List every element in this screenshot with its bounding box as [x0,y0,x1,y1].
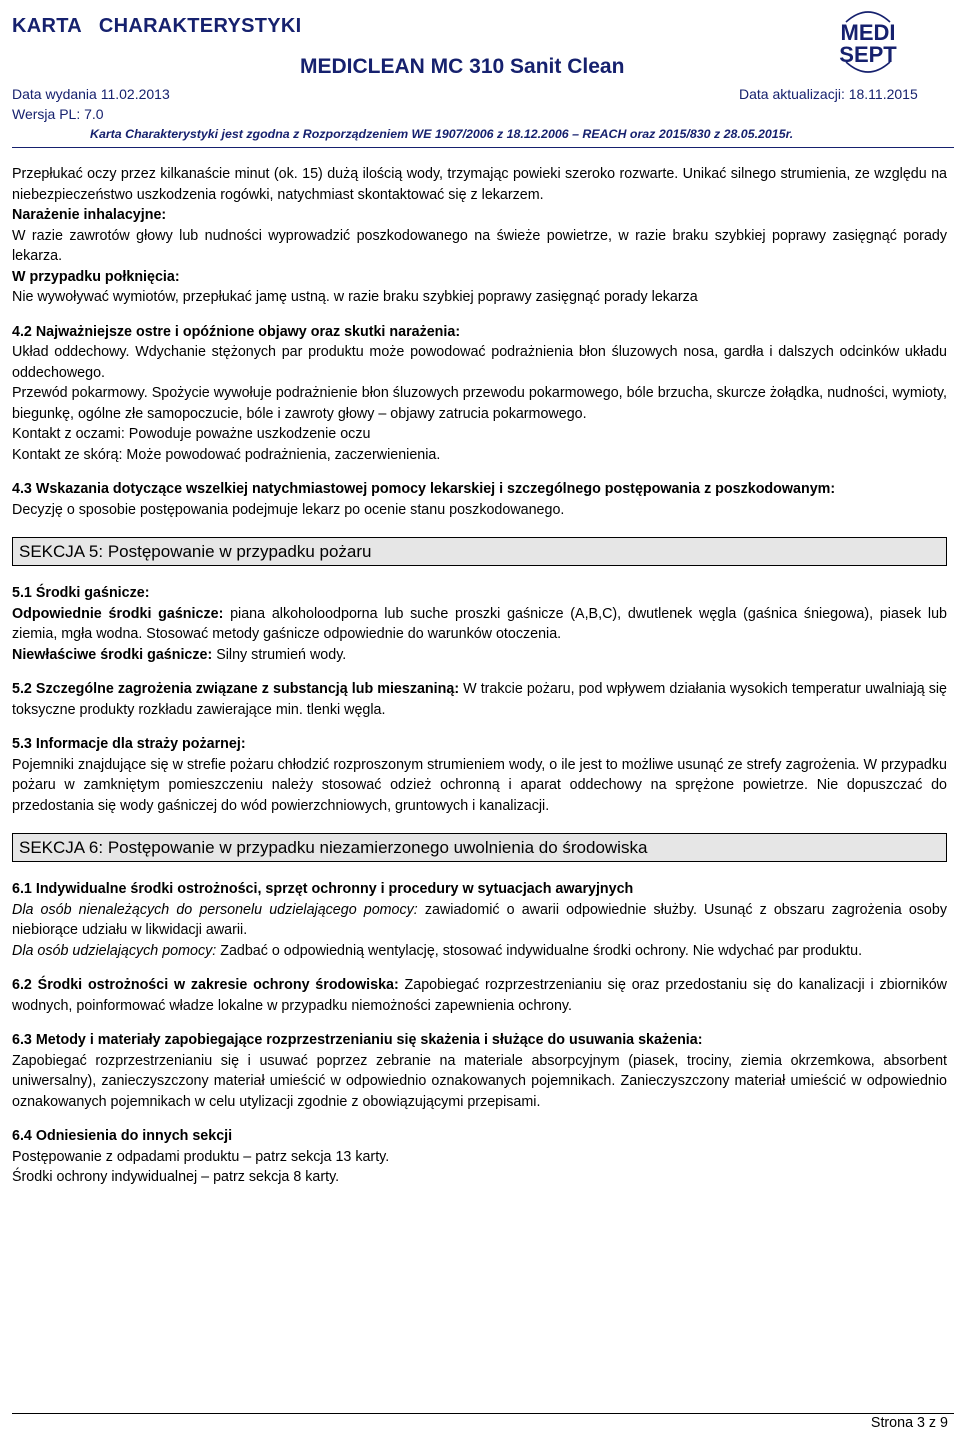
section-6-4-heading: 6.4 Odniesienia do innych sekcji [12,1128,233,1144]
section-4-2-heading: 4.2 Najważniejsze ostre i opóźnione objawy oraz skutki narażenia: [12,323,461,340]
section-5-2-text: W trakcie pożaru, pod wpływem działania wysokich temperatur uwalniają się toksyczne produkty rozkładu zawierające min. tlenki węgla. [12,681,948,718]
digestive-text: Przewód pokarmowy. Spożycie wywołuje podrażnienie błon śluzowych przewodu pokarmowego, bóle brzucha, skurcze żołądka, nudności, wymioty, biegunkę, ogólne złe samopoczucie, bóle i zawroty głowy – objawy zatrucia pokarmowego. [12,385,947,422]
section-6-1-heading: 6.1 Indywidualne środki ostrożności, sprzęt ochronny i procedury w sytuacjach awaryjnych [12,881,634,897]
document-body [12,164,947,1188]
section-6-2-text: Zapobiegać rozprzestrzenianiu się oraz przedostaniu się do kanalizacji i zbiorników wodnych, poinformować władze lokalne w przypadku niemożności zapewnienia ochrony. [12,977,947,1014]
eye-effect-text: Kontakt z oczami: Powoduje poważne uszkodzenie oczu [12,426,371,442]
version-label: Wersja PL: 7.0 [12,106,104,122]
page-number: Strona 3 z 9 [870,1415,948,1431]
eye-contact-text: Przepłukać oczy przez kilkanaście minut (ok. 15) dużą ilością wody, trzymając powieki szeroko rozwarte. Unikać silnego strumienia, ze względu na niebezpieczeństwo uszkodzenia rogówki, natychmiast skontaktować się z lekarzem. [12,166,947,203]
emergency-responders-label: Dla osób udzielających pomocy: [12,942,217,959]
update-date: Data aktualizacji: 18.11.2015 [739,86,918,102]
respiratory-text: Układ oddechowy. Wdychanie stężonych par produktu może powodować podrażnienia błon śluzowych nosa, gardła i dalszych odcinków układu oddechowego. [12,344,947,381]
logo-top-text: MEDI [840,20,896,45]
skin-effect-text: Kontakt ze skórą: Może powodować podrażnienia, zaczerwienienia. [12,446,441,463]
section-5-header: SEKCJA 5: Postępowanie w przypadku pożaru [12,537,947,566]
ppe-reference-text: Środki ochrony indywidualnej – patrz sekcja 8 karty. [12,1169,340,1185]
inhalation-heading: Narażenie inhalacyjne: [12,207,167,223]
header-divider [12,147,954,148]
section-6-3-text: Zapobiegać rozprzestrzenianiu się i usuwać poprzez zebranie na materiale absorpcyjnym (piasek, trociny, ziemia okrzemkowa, absorbent uniwersalny), zanieczyszczony materiał umieścić w odpowiednio oznakowanych pojemnikach. Zanieczyszczony materiał umieścić w odpowiednio oznakowanych pojemnikach w celu utylizacji zgodnie z obowiązującymi przepisami. [12,1052,947,1110]
suitable-media-text: piana alkoholoodporna lub suche proszki gaśnicze (A,B,C), dwutlenek węgla (gaśnica śniegowa), piasek lub ziemia, mgła wodna. Stosować metody gaśnicze odpowiednie do warunków otoczenia. [12,605,947,642]
suitable-media-label: Odpowiednie środki gaśnicze: [12,605,224,622]
non-emergency-text: zawiadomić o awarii odpowiednie służby. Usunąć z obszaru zagrożenia osoby niebiorące udziału w likwidacji awarii. [12,901,947,938]
issue-date: Data wydania 11.02.2013 [12,86,170,102]
ingestion-heading: W przypadku połknięcia: [12,268,180,285]
section-6-2-heading: 6.2 Środki ostrożności w zakresie ochrony środowiska: [12,977,399,993]
non-emergency-label: Dla osób nienależących do personelu udzielającego pomocy: [12,901,418,918]
logo-bottom-text: SEPT [839,42,897,67]
regulation-note: Karta Charakterystyki jest zgodna z Rozporządzeniem WE 1907/2006 z 18.12.2006 – REACH oraz 2015/830 z 28.05.2015r. [90,127,794,141]
inhalation-text: W razie zawrotów głowy lub nudności wyprowadzić poszkodowanego na świeże powietrze, w razie braku szybkiej poprawy zasięgnąć porady lekarza. [12,227,947,264]
document-title: KARTA CHARAKTERYSTYKI [12,15,302,37]
section-5-3-text: Pojemniki znajdujące się w strefie pożaru chłodzić rozproszonym strumieniem wody, o ile jest to możliwe usunąć ze strefy zagrożenia. W przypadku pożaru w zamkniętym pomieszczeniu należy stosować odzież ochronną i aparat oddechowy na sprężone powietrze. Nie dopuszczać do przedostania się wody gaśniczej do wód powierzchniowych, gruntowych i kanalizacji. [12,756,947,814]
footer-divider [12,1413,954,1414]
ingestion-text: Nie wywoływać wymiotów, przepłukać jamę ustną. w razie braku szybkiej poprawy zasięgnąć porady lekarza [12,289,698,305]
section-6-header: SEKCJA 6: Postępowanie w przypadku niezamierzonego uwolnienia do środowiska [12,833,947,862]
section-5-1-heading: 5.1 Środki gaśnicze: [12,585,150,601]
unsuitable-media-label: Niewłaściwe środki gaśnicze: [12,646,213,663]
section-6-3-heading: 6.3 Metody i materiały zapobiegające rozprzestrzenianiu się skażenia i służące do usuwania skażenia: [12,1032,703,1048]
section-5-2-heading: 5.2 Szczególne zagrożenia związane z substancją lub mieszaniną: [12,681,460,697]
section-4-3-heading: 4.3 Wskazania dotyczące wszelkiej natychmiastowej pomocy lekarskiej i szczególnego postępowania z poszkodowanym: [12,481,836,497]
section-4-3-text: Decyzję o sposobie postępowania podejmuje lekarz po ocenie stanu poszkodowanego. [12,501,565,518]
product-name: MEDICLEAN MC 310 Sanit Clean [300,55,625,78]
waste-reference-text: Postępowanie z odpadami produktu – patrz sekcja 13 karty. [12,1148,390,1165]
unsuitable-media-text: Silny strumień wody. [212,646,347,663]
emergency-responders-text: Zadbać o odpowiednią wentylację, stosować indywidualne środki ochrony. Nie wdychać par produktu. [216,942,863,959]
medisept-logo [826,0,910,84]
section-5-3-heading: 5.3 Informacje dla straży pożarnej: [12,736,246,752]
